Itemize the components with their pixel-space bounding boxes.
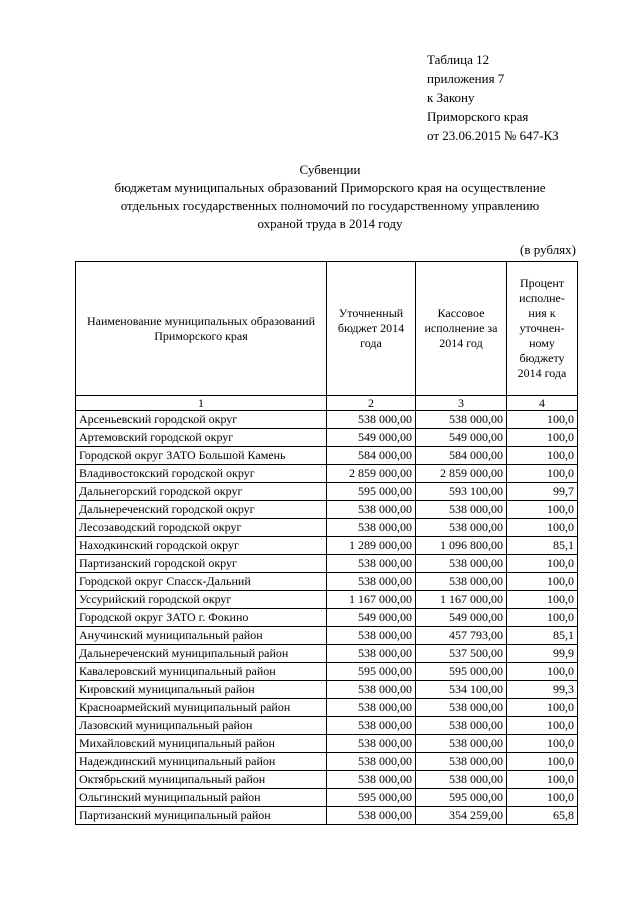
cell-cash-execution: 595 000,00	[416, 789, 507, 807]
cell-municipality-name: Владивостокский городской округ	[76, 465, 327, 483]
table-row	[76, 699, 578, 717]
table-row	[76, 411, 578, 429]
cell-execution-percent: 100,0	[507, 591, 578, 609]
table-row	[76, 447, 578, 465]
cell-execution-percent: 99,7	[507, 483, 578, 501]
cell-refined-budget: 538 000,00	[327, 771, 416, 789]
cell-refined-budget: 595 000,00	[327, 789, 416, 807]
cell-cash-execution: 537 500,00	[416, 645, 507, 663]
cell-execution-percent: 100,0	[507, 735, 578, 753]
cell-cash-execution: 584 000,00	[416, 447, 507, 465]
cell-refined-budget: 538 000,00	[327, 627, 416, 645]
cell-execution-percent: 100,0	[507, 573, 578, 591]
cell-execution-percent: 65,8	[507, 807, 578, 825]
column-number: 4	[507, 396, 578, 411]
annex-line: Таблица 12	[427, 52, 490, 67]
annex-line: от 23.06.2015 № 647-КЗ	[427, 128, 559, 143]
cell-refined-budget: 538 000,00	[327, 753, 416, 771]
cell-municipality-name: Городской округ ЗАТО Большой Камень	[76, 447, 327, 465]
table-row	[76, 573, 578, 591]
cell-execution-percent: 100,0	[507, 465, 578, 483]
cell-municipality-name: Дальнегорский городской округ	[76, 483, 327, 501]
cell-execution-percent: 85,1	[507, 537, 578, 555]
cell-municipality-name: Городской округ Спасск-Дальний	[76, 573, 327, 591]
cell-municipality-name: Надеждинский муниципальный район	[76, 753, 327, 771]
cell-municipality-name: Михайловский муниципальный район	[76, 735, 327, 753]
cell-execution-percent: 100,0	[507, 519, 578, 537]
cell-cash-execution: 2 859 000,00	[416, 465, 507, 483]
cell-execution-percent: 100,0	[507, 555, 578, 573]
cell-cash-execution: 538 000,00	[416, 735, 507, 753]
cell-refined-budget: 538 000,00	[327, 645, 416, 663]
cell-execution-percent: 100,0	[507, 753, 578, 771]
table-row	[76, 591, 578, 609]
cell-municipality-name: Октябрьский муниципальный район	[76, 771, 327, 789]
cell-refined-budget: 584 000,00	[327, 447, 416, 465]
cell-cash-execution: 534 100,00	[416, 681, 507, 699]
table-row	[76, 483, 578, 501]
cell-execution-percent: 99,9	[507, 645, 578, 663]
cell-cash-execution: 538 000,00	[416, 519, 507, 537]
cell-execution-percent: 100,0	[507, 717, 578, 735]
cell-cash-execution: 538 000,00	[416, 573, 507, 591]
table-body	[76, 411, 578, 825]
cell-execution-percent: 100,0	[507, 429, 578, 447]
subsidies-table	[75, 261, 578, 825]
cell-municipality-name: Лазовский муниципальный район	[76, 717, 327, 735]
cell-cash-execution: 549 000,00	[416, 609, 507, 627]
cell-municipality-name: Лесозаводский городской округ	[76, 519, 327, 537]
cell-cash-execution: 538 000,00	[416, 771, 507, 789]
cell-municipality-name: Кировский муниципальный район	[76, 681, 327, 699]
table-row	[76, 501, 578, 519]
cell-cash-execution: 1 167 000,00	[416, 591, 507, 609]
units-label: (в рублях)	[520, 242, 576, 257]
cell-municipality-name: Находкинский городской округ	[76, 537, 327, 555]
cell-cash-execution: 457 793,00	[416, 627, 507, 645]
cell-refined-budget: 538 000,00	[327, 735, 416, 753]
cell-refined-budget: 538 000,00	[327, 681, 416, 699]
column-number: 1	[76, 396, 327, 411]
table-row	[76, 663, 578, 681]
column-number: 3	[416, 396, 507, 411]
cell-cash-execution: 1 096 800,00	[416, 537, 507, 555]
cell-refined-budget: 549 000,00	[327, 609, 416, 627]
cell-refined-budget: 538 000,00	[327, 717, 416, 735]
cell-execution-percent: 85,1	[507, 627, 578, 645]
cell-municipality-name: Анучинский муниципальный район	[76, 627, 327, 645]
cell-municipality-name: Дальнереченский муниципальный район	[76, 645, 327, 663]
table-row	[76, 537, 578, 555]
column-number: 2	[327, 396, 416, 411]
cell-refined-budget: 538 000,00	[327, 411, 416, 429]
cell-refined-budget: 538 000,00	[327, 501, 416, 519]
cell-refined-budget: 595 000,00	[327, 483, 416, 501]
cell-cash-execution: 538 000,00	[416, 753, 507, 771]
cell-refined-budget: 549 000,00	[327, 429, 416, 447]
table-row	[76, 771, 578, 789]
cell-refined-budget: 2 859 000,00	[327, 465, 416, 483]
table-row	[76, 465, 578, 483]
cell-execution-percent: 100,0	[507, 699, 578, 717]
title-line: Субвенции	[299, 162, 361, 177]
title-line: отдельных государственных полномочий по государственному управлению	[120, 198, 540, 213]
cell-execution-percent: 100,0	[507, 771, 578, 789]
title-line: охраной труда в 2014 году	[257, 216, 403, 231]
cell-refined-budget: 595 000,00	[327, 663, 416, 681]
cell-refined-budget: 538 000,00	[327, 555, 416, 573]
table-row	[76, 789, 578, 807]
cell-municipality-name: Артемовский городской округ	[76, 429, 327, 447]
cell-cash-execution: 549 000,00	[416, 429, 507, 447]
cell-execution-percent: 100,0	[507, 411, 578, 429]
table-row	[76, 717, 578, 735]
cell-cash-execution: 354 259,00	[416, 807, 507, 825]
cell-municipality-name: Арсеньевский городской округ	[76, 411, 327, 429]
column-header-name: Наименование муниципальных образований Приморского края	[76, 262, 327, 396]
cell-execution-percent: 100,0	[507, 789, 578, 807]
cell-municipality-name: Красноармейский муниципальный район	[76, 699, 327, 717]
table-row	[76, 681, 578, 699]
cell-municipality-name: Партизанский городской округ	[76, 555, 327, 573]
table-annex-reference	[427, 50, 559, 145]
cell-refined-budget: 538 000,00	[327, 573, 416, 591]
cell-execution-percent: 100,0	[507, 447, 578, 465]
column-header-budget: Уточненный бюджет 2014 года	[327, 262, 416, 396]
cell-execution-percent: 100,0	[507, 609, 578, 627]
table-row	[76, 429, 578, 447]
cell-cash-execution: 538 000,00	[416, 501, 507, 519]
cell-execution-percent: 99,3	[507, 681, 578, 699]
cell-municipality-name: Партизанский муниципальный район	[76, 807, 327, 825]
column-number-row	[76, 396, 578, 411]
cell-cash-execution: 593 100,00	[416, 483, 507, 501]
column-header-execution: Кассовое исполнение за 2014 год	[416, 262, 507, 396]
column-header-percent: Процент исполне-ния к уточнен-ному бюджету 2014 года	[507, 262, 578, 396]
title-line: бюджетам муниципальных образований Приморского края на осуществление	[114, 180, 546, 195]
cell-refined-budget: 1 289 000,00	[327, 537, 416, 555]
annex-line: к Закону	[427, 90, 475, 105]
cell-municipality-name: Городской округ ЗАТО г. Фокино	[76, 609, 327, 627]
cell-cash-execution: 538 000,00	[416, 699, 507, 717]
annex-line: Приморского края	[427, 109, 529, 124]
cell-refined-budget: 538 000,00	[327, 519, 416, 537]
table-row	[76, 753, 578, 771]
table-row	[76, 645, 578, 663]
document-title	[60, 161, 600, 233]
cell-municipality-name: Дальнереченский городской округ	[76, 501, 327, 519]
table-row	[76, 807, 578, 825]
cell-execution-percent: 100,0	[507, 501, 578, 519]
table-header-row	[76, 262, 578, 396]
table-row	[76, 609, 578, 627]
cell-municipality-name: Уссурийский городской округ	[76, 591, 327, 609]
table-row	[76, 555, 578, 573]
cell-execution-percent: 100,0	[507, 663, 578, 681]
cell-refined-budget: 538 000,00	[327, 807, 416, 825]
table-row	[76, 627, 578, 645]
cell-municipality-name: Ольгинский муниципальный район	[76, 789, 327, 807]
cell-refined-budget: 538 000,00	[327, 699, 416, 717]
cell-refined-budget: 1 167 000,00	[327, 591, 416, 609]
cell-cash-execution: 538 000,00	[416, 555, 507, 573]
table-row	[76, 519, 578, 537]
cell-municipality-name: Кавалеровский муниципальный район	[76, 663, 327, 681]
cell-cash-execution: 538 000,00	[416, 717, 507, 735]
cell-cash-execution: 595 000,00	[416, 663, 507, 681]
table-row	[76, 735, 578, 753]
cell-cash-execution: 538 000,00	[416, 411, 507, 429]
annex-line: приложения 7	[427, 71, 505, 86]
